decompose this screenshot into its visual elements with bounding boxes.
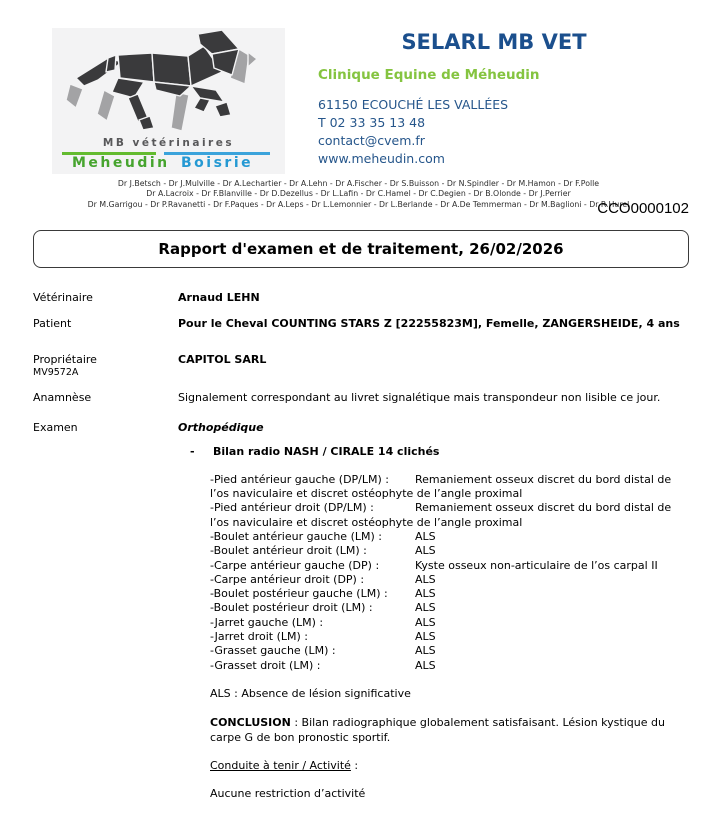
finding-result: ALS — [415, 644, 436, 658]
horse-logo-icon — [52, 28, 285, 138]
finding-result: ALS — [415, 544, 436, 558]
field-examen — [33, 421, 689, 801]
field-label: Examen — [33, 421, 78, 435]
company-name: SELARL MB VET — [401, 30, 587, 54]
finding-site: -Boulet antérieur gauche (LM) : — [210, 529, 382, 543]
logo-site-boisrie: Boisrie — [181, 155, 254, 171]
report-body — [33, 291, 689, 801]
clinic-name: Clinique Equine de Méheudin — [318, 67, 540, 83]
finding-row — [210, 587, 684, 601]
field-patient — [33, 317, 689, 331]
report-title-box — [33, 230, 689, 268]
finding-row — [210, 601, 684, 615]
finding-site: -Boulet postérieur gauche (LM) : — [210, 587, 388, 601]
website-link[interactable]: www.meheudin.com — [318, 151, 445, 166]
finding-site: -Jarret gauche (LM) : — [210, 615, 324, 629]
phone-line: T 02 33 35 13 48 — [318, 115, 426, 130]
finding-row — [210, 616, 684, 630]
finding-site: -Grasset droit (LM) : — [210, 658, 321, 672]
finding-row — [210, 644, 684, 658]
finding-result: Kyste osseux non-articulaire de l’os carpal II — [415, 558, 658, 572]
field-anamnese — [33, 391, 689, 405]
findings-list — [210, 473, 684, 673]
field-label: Patient — [33, 317, 72, 331]
finding-site: -Pied antérieur gauche (DP/LM) : — [210, 472, 389, 486]
finding-row — [210, 530, 684, 544]
conduct-suffix: : — [350, 758, 359, 772]
activity-note: Aucune restriction d’activité — [210, 787, 366, 801]
exam-content — [178, 421, 689, 801]
conduct-label: Conduite à tenir / Activité — [210, 758, 351, 772]
address-line: 61150 ECOUCHÉ LES VALLÉES — [318, 97, 509, 112]
field-proprietaire — [33, 353, 689, 379]
clinic-logo — [52, 28, 285, 174]
proprietaire-label: Propriétaire — [33, 352, 97, 366]
field-value: Signalement correspondant au livret signalétique mais transpondeur non lisible ce jour. — [178, 390, 661, 404]
finding-result: Remaniement osseux discret du bord distal de l’os naviculaire et discret ostéophyte de l’angle proximal — [210, 472, 672, 501]
finding-row — [210, 630, 684, 644]
exam-bullet — [178, 445, 689, 459]
finding-site: -Carpe antérieur gauche (DP) : — [210, 558, 380, 572]
finding-result: Remaniement osseux discret du bord distal de l’os naviculaire et discret ostéophyte de l’angle proximal — [210, 501, 672, 529]
finding-row — [210, 659, 684, 673]
als-note: ALS : Absence de lésion significative — [210, 686, 411, 700]
doctors-line-1: Dr J.Betsch - Dr J.Mulville - Dr A.Lechartier - Dr A.Lehn - Dr A.Fischer - Dr S.Buisson - Dr N.Spindler - Dr M.Hamon - Dr F.Polle — [117, 179, 600, 188]
email-link[interactable]: contact@cvem.fr — [318, 133, 425, 148]
finding-result: ALS — [415, 572, 436, 586]
finding-result: ALS — [415, 587, 436, 601]
bullet-dash: - — [190, 445, 195, 459]
finding-row — [210, 544, 684, 558]
field-value: Arnaud LEHN — [178, 291, 260, 304]
finding-site: -Pied antérieur droit (DP/LM) : — [210, 501, 374, 515]
conduct-heading — [210, 759, 684, 773]
finding-row — [210, 559, 684, 573]
finding-result: ALS — [415, 658, 436, 672]
logo-site-meheudin: Meheudin — [72, 155, 170, 171]
finding-result: ALS — [415, 615, 436, 629]
field-value: CAPITOL SARL — [178, 352, 267, 366]
finding-site: -Boulet postérieur droit (LM) : — [210, 601, 373, 615]
clinic-header — [318, 30, 670, 168]
field-label — [33, 353, 178, 379]
bullet-text: Bilan radio NASH / CIRALE 14 clichés — [213, 445, 440, 459]
field-veterinaire — [33, 291, 689, 305]
finding-row — [210, 501, 684, 530]
report-title: Rapport d'examen et de traitement, 26/02/2026 — [158, 240, 564, 258]
finding-site: -Grasset gauche (LM) : — [210, 644, 336, 658]
field-label: Vétérinaire — [33, 291, 93, 304]
finding-result: ALS — [415, 630, 436, 644]
proprietaire-code: MV9572A — [33, 366, 79, 378]
field-label: Anamnèse — [33, 390, 92, 404]
finding-result: ALS — [415, 529, 436, 543]
reference-code: CCO0000102 — [597, 200, 689, 217]
finding-row — [210, 573, 684, 587]
finding-result: ALS — [415, 601, 436, 615]
conclusion-text: : Bilan radiographique globalement satisfaisant. Lésion kystique du carpe G de bon pronostic sportif. — [210, 716, 665, 744]
field-value: Pour le Cheval COUNTING STARS Z [22255823M], Femelle, ZANGERSHEIDE, 4 ans — [178, 317, 680, 331]
conclusion — [210, 716, 684, 745]
finding-site: -Boulet antérieur droit (LM) : — [210, 544, 367, 558]
doctors-line-3: Dr M.Garrigou - Dr P.Ravanetti - Dr F.Paques - Dr A.Leps - Dr L.Lemonnier - Dr L.Berlande - Dr A.De Temmerman - Dr M.Baglioni - Dr R.Hurel — [87, 199, 630, 209]
exam-section-title: Orthopédique — [178, 421, 264, 435]
finding-row — [210, 473, 684, 502]
logo-brand-text: MB vétérinaires — [102, 137, 235, 149]
doctors-line-2: Dr A.Lacroix - Dr F.Blanville - Dr D.Dezellus - Dr L.Lafin - Dr C.Hamel - Dr C.Degien - Dr B.Olonde - Dr J.Perrier — [146, 189, 571, 199]
finding-site: -Jarret droit (LM) : — [210, 630, 309, 644]
contact-block — [318, 96, 670, 168]
finding-site: -Carpe antérieur droit (DP) : — [210, 572, 365, 586]
conclusion-label: CONCLUSION — [210, 716, 291, 730]
